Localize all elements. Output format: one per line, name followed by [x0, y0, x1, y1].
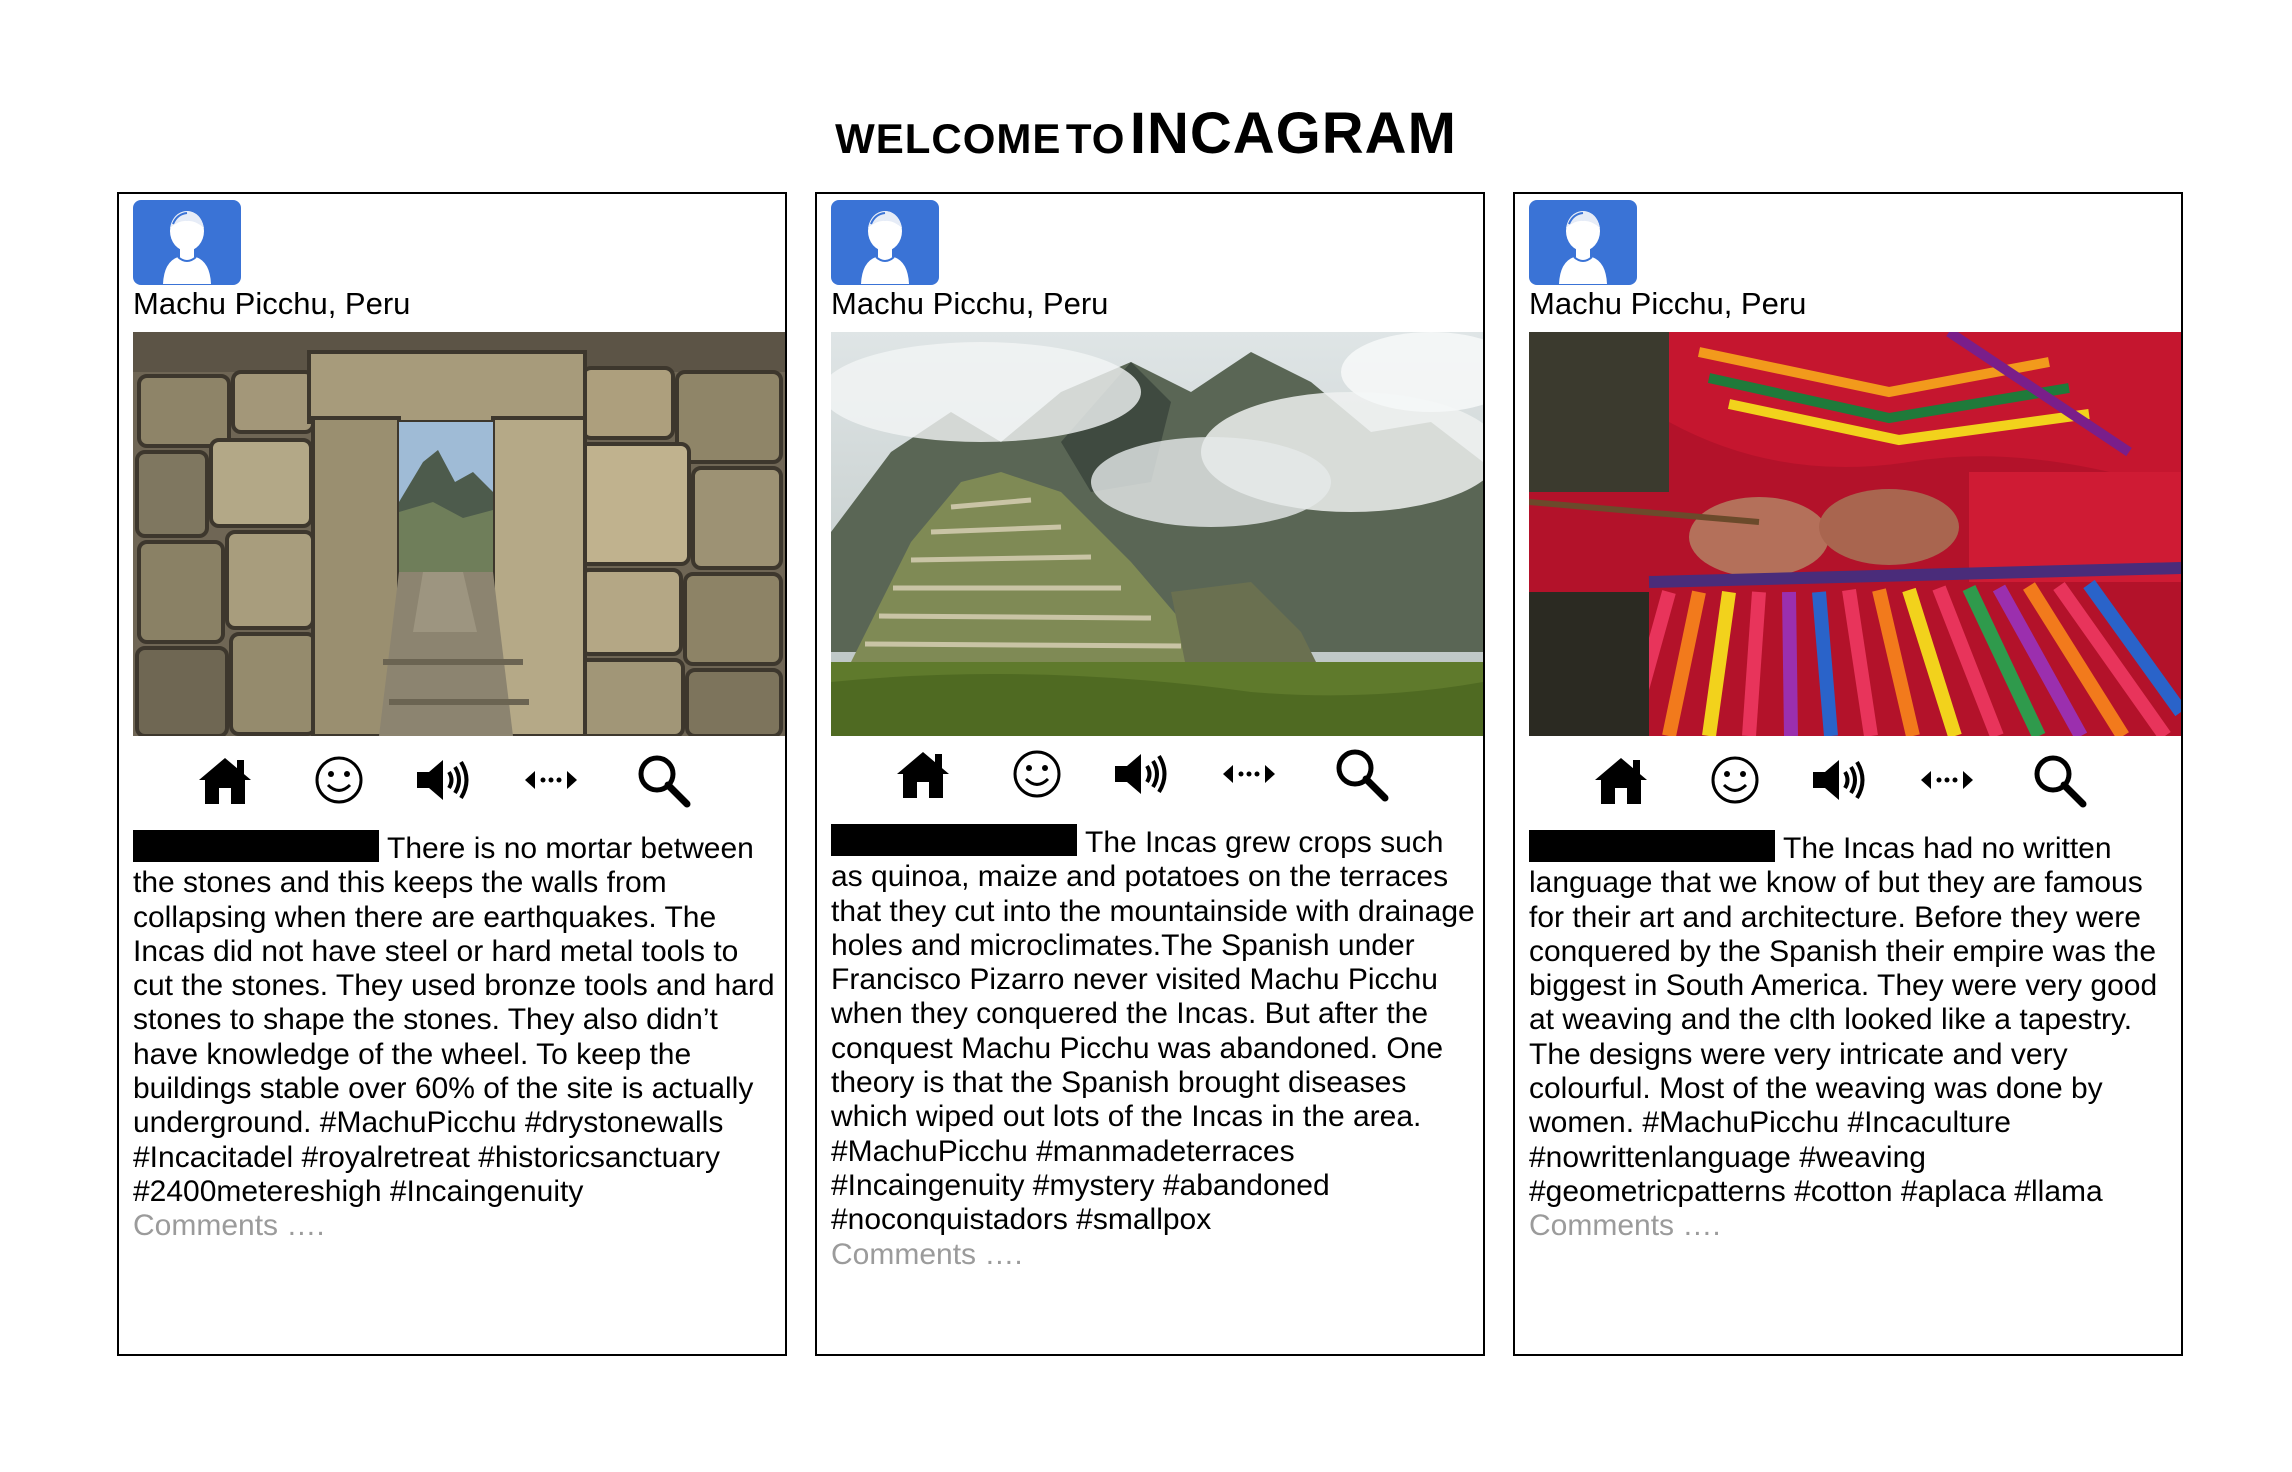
search-icon[interactable] [1329, 742, 1393, 806]
title-incagram: INCAGRAM [1129, 101, 1457, 166]
post-photo[interactable] [831, 332, 1483, 736]
post-card-2 [815, 192, 1485, 1356]
post-card-1 [117, 192, 787, 1356]
avatar[interactable] [1529, 200, 1637, 285]
avatar[interactable] [133, 200, 241, 285]
search-icon[interactable] [631, 748, 695, 812]
post-photo[interactable] [1529, 332, 2181, 736]
title-to: TO [1065, 115, 1126, 162]
action-icon-bar [877, 742, 1437, 806]
share-arrows-icon[interactable] [1915, 748, 1979, 812]
share-arrows-icon[interactable] [519, 748, 583, 812]
post-caption [1529, 830, 2175, 1244]
comments-input[interactable]: Comments …. [133, 1209, 325, 1243]
comments-input[interactable]: Comments …. [1529, 1209, 1721, 1243]
title-welcome: WELCOME [835, 115, 1062, 162]
post-caption [133, 830, 779, 1244]
home-icon[interactable] [1589, 748, 1653, 812]
search-icon[interactable] [2027, 748, 2091, 812]
speaker-icon[interactable] [411, 748, 475, 812]
speaker-icon[interactable] [1807, 748, 1871, 812]
smiley-icon[interactable] [1005, 742, 1069, 806]
page-title [0, 100, 2292, 167]
smiley-icon[interactable] [1703, 748, 1767, 812]
post-card-3 [1513, 192, 2183, 1356]
avatar[interactable] [831, 200, 939, 285]
redacted-username[interactable] [133, 830, 379, 862]
action-icon-bar [179, 748, 739, 812]
post-photo[interactable] [133, 332, 785, 736]
location-label: Machu Picchu, Peru [1529, 286, 1807, 321]
home-icon[interactable] [891, 742, 955, 806]
comments-input[interactable]: Comments …. [831, 1237, 1023, 1271]
home-icon[interactable] [193, 748, 257, 812]
speaker-icon[interactable] [1109, 742, 1173, 806]
caption-text: The Incas had no written language that we know of but they are famous for their art and architecture. Before they were conquered by the Spanish their empire was the biggest in South America. They were very good at weaving and the clth looked like a tapestry. The designs were very intricate and very colourful. Most of the weaving was done by women. #MachuPicchu #Incaculture #nowrittenlanguage #weaving #geometricpatterns #cotton #aplaca #llama [1529, 832, 2158, 1208]
caption-text: There is no mortar between the stones and this keeps the walls from collapsing when there are earthquakes. The Incas did not have steel or hard metal tools to cut the stones. They used bronze tools and hard stones to shape the stones. They also didn’t have knowledge of the wheel. To keep the buildings stable over 60% of the site is actually underground. #MachuPicchu #drystonewalls #Incacitadel #royalretreat #historicsanctuary #2400metereshigh #Incaingenuity [133, 832, 775, 1208]
caption-text: The Incas grew crops such as quinoa, maize and potatoes on the terraces that they cut into the mountainside with drainage holes and microclimates.The Spanish under Francisco Pizarro never visited Machu Picchu when they conquered the Incas. But after the conquest Machu Picchu was abandoned. One theory is that the Spanish brought diseases which wiped out lots of the Incas in the area. #MachuPicchu #manmadeterraces #Incaingenuity #mystery #abandoned #noconquistadors #smallpox [831, 826, 1475, 1237]
action-icon-bar [1575, 748, 2135, 812]
share-arrows-icon[interactable] [1217, 742, 1281, 806]
post-caption [831, 824, 1477, 1272]
redacted-username[interactable] [831, 824, 1077, 856]
smiley-icon[interactable] [307, 748, 371, 812]
redacted-username[interactable] [1529, 830, 1775, 862]
location-label: Machu Picchu, Peru [133, 286, 411, 321]
location-label: Machu Picchu, Peru [831, 286, 1109, 321]
